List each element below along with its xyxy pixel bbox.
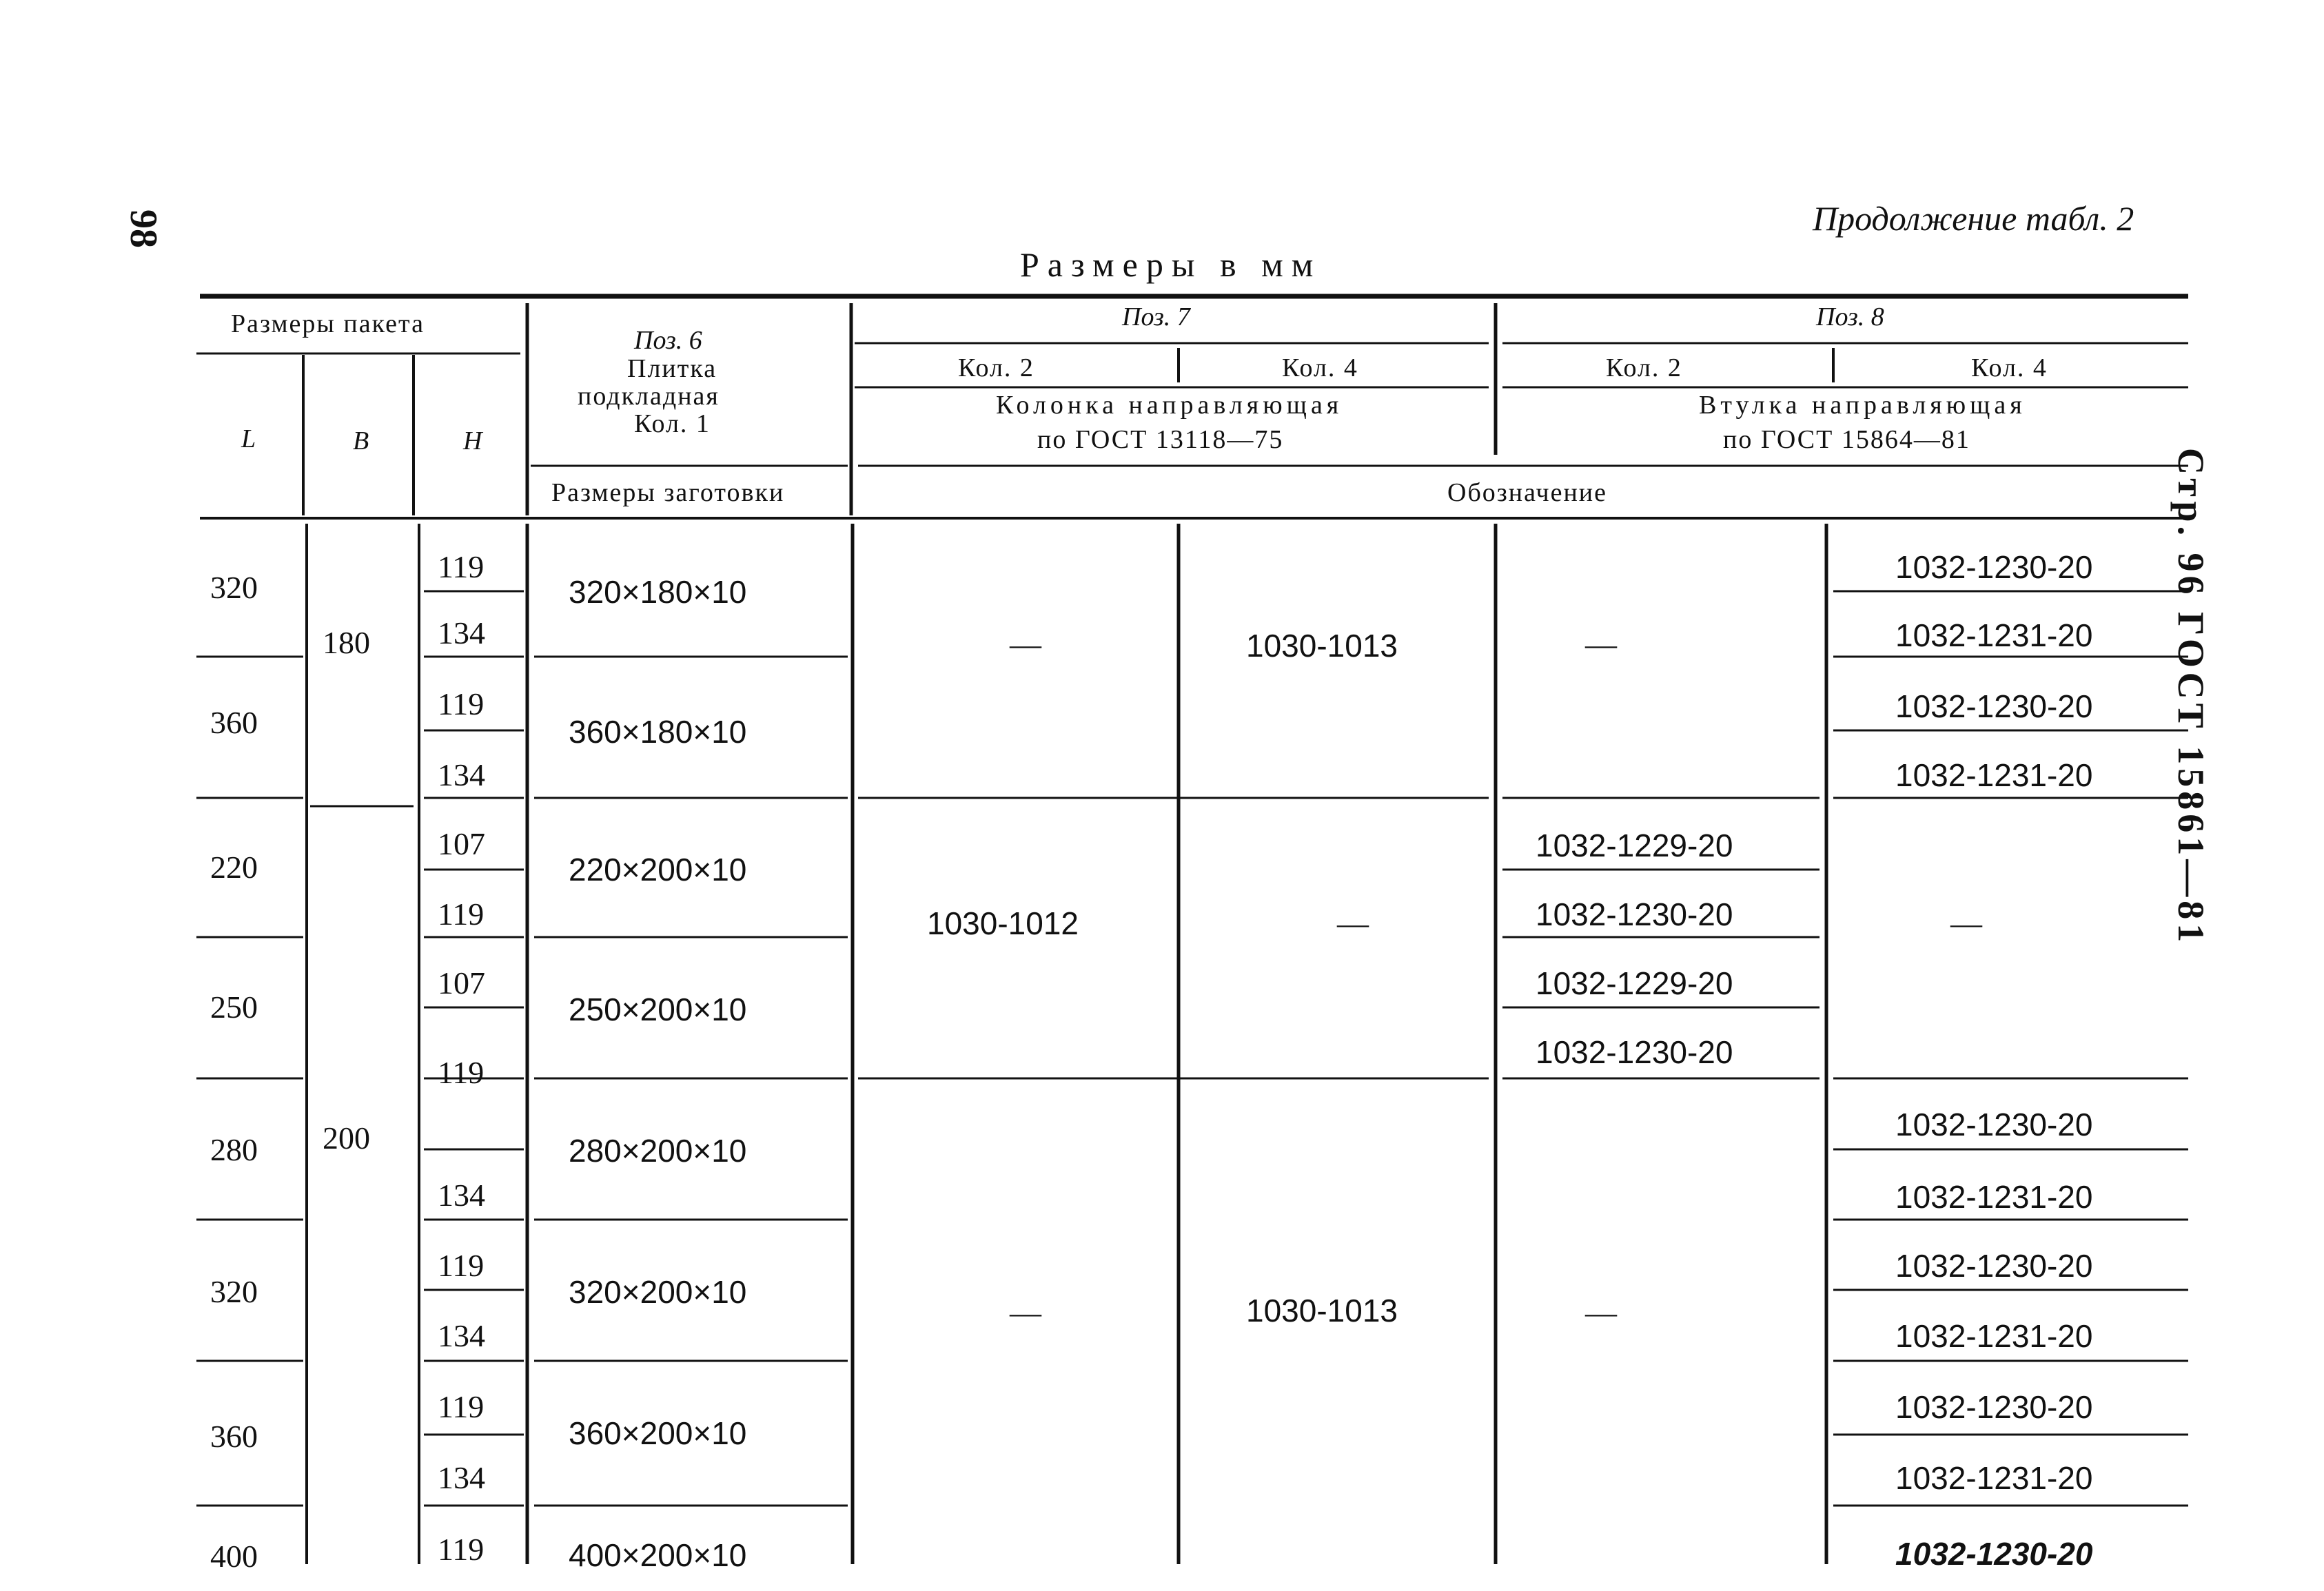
- cell-L: 360: [210, 1419, 258, 1454]
- cell-H: 134: [438, 1178, 485, 1213]
- header-pos7-title: Поз. 7: [1122, 302, 1190, 331]
- cell-H: 119: [438, 1532, 485, 1567]
- cell-pos8-col4: 1032-1231-20: [1895, 757, 2093, 793]
- header-col-L: L: [241, 424, 256, 453]
- cell-blank-size: 280×200×10: [569, 1133, 747, 1169]
- cell-pos7-col4: 1030-1013: [1246, 1293, 1398, 1328]
- cell-H: 119: [438, 1055, 485, 1090]
- cell-pos8-col4: 1032-1231-20: [1895, 1460, 2093, 1496]
- cell-H: 119: [438, 1248, 485, 1283]
- cell-L: 250: [210, 989, 258, 1025]
- header-pos7-col2: Кол. 2: [958, 353, 1034, 382]
- cell-pos8-col4: 1032-1230-20: [1895, 1536, 2093, 1572]
- header-pos6-line3: Кол. 1: [634, 409, 711, 438]
- cell-L: 220: [210, 850, 258, 885]
- cell-pos8-col4: 1032-1230-20: [1895, 1107, 2093, 1142]
- cell-H: 119: [438, 549, 485, 584]
- header-pos8-name1: Втулка направляющая: [1699, 391, 2026, 420]
- cell-pos8-col2: 1032-1230-20: [1536, 1034, 1733, 1070]
- header-pos8-col2: Кол. 2: [1606, 353, 1682, 382]
- cell-pos8-col4: 1032-1231-20: [1895, 617, 2093, 653]
- header-pos6-title: Поз. 6: [634, 326, 702, 355]
- cell-blank-size: 320×180×10: [569, 574, 747, 610]
- header-blank-sizes: Размеры заготовки: [551, 478, 785, 507]
- header-designation: Обозначение: [1447, 478, 1607, 507]
- header-pos6-line2: подкладная: [578, 382, 720, 411]
- page-number: 98: [122, 209, 165, 248]
- cell-H: 119: [438, 1389, 485, 1424]
- cell-pos7-col4: 1030-1013: [1246, 628, 1398, 664]
- cell-pos7-col2: 1030-1012: [927, 905, 1079, 941]
- cell-H: 107: [438, 965, 485, 1000]
- header-pos6-line1: Плитка: [627, 354, 717, 383]
- header-pos7-name1: Колонка направляющая: [996, 391, 1343, 420]
- cell-H: 107: [438, 826, 485, 861]
- cell-L: 280: [210, 1132, 258, 1167]
- cell-blank-size: 250×200×10: [569, 992, 747, 1027]
- cell-blank-size: 320×200×10: [569, 1274, 747, 1310]
- cell-H: 134: [438, 615, 485, 650]
- cell-B: 200: [323, 1120, 370, 1156]
- cell-H: 134: [438, 757, 485, 792]
- cell-blank-size: 220×200×10: [569, 852, 747, 887]
- header-col-B: B: [353, 427, 369, 455]
- cell-L: 320: [210, 570, 258, 605]
- cell-pos8-col2: —: [1585, 1295, 1617, 1330]
- side-standard-caption: Стр. 96 ГОСТ 15861—81: [2170, 448, 2212, 947]
- header-col-H: H: [463, 427, 482, 455]
- cell-L: 360: [210, 705, 258, 740]
- cell-pos7-col2: —: [1010, 626, 1041, 661]
- header-pos7-name2: по ГОСТ 13118—75: [1037, 425, 1284, 454]
- cell-pos7-col2: —: [1010, 1295, 1041, 1330]
- cell-H: 119: [438, 896, 485, 932]
- cell-pos8-col2: 1032-1230-20: [1536, 896, 1733, 932]
- cell-pos8-col4: 1032-1231-20: [1895, 1179, 2093, 1215]
- header-packet-sizes: Размеры пакета: [231, 309, 425, 338]
- cell-pos8-col4: 1032-1230-20: [1895, 688, 2093, 724]
- cell-pos8-col4: 1032-1231-20: [1895, 1318, 2093, 1354]
- cell-L: 400: [210, 1539, 258, 1574]
- cell-pos8-col4: 1032-1230-20: [1895, 1248, 2093, 1284]
- units-caption: Размеры в мм: [1020, 245, 1322, 284]
- cell-blank-size: 400×200×10: [569, 1537, 747, 1573]
- header-pos8-title: Поз. 8: [1816, 302, 1884, 331]
- cell-pos8-col2: —: [1585, 626, 1617, 661]
- cell-blank-size: 360×200×10: [569, 1415, 747, 1451]
- cell-pos8-col2: 1032-1229-20: [1536, 965, 1733, 1001]
- header-pos8-col4: Кол. 4: [1971, 353, 2048, 382]
- cell-blank-size: 360×180×10: [569, 714, 747, 750]
- cell-pos7-col4: —: [1337, 905, 1369, 941]
- cell-pos8-col2: 1032-1229-20: [1536, 828, 1733, 863]
- header-pos7-col4: Кол. 4: [1282, 353, 1358, 382]
- cell-pos8-col4: 1032-1230-20: [1895, 549, 2093, 585]
- cell-pos8-col4: —: [1950, 905, 1982, 941]
- cell-pos8-col4: 1032-1230-20: [1895, 1389, 2093, 1425]
- cell-H: 134: [438, 1318, 485, 1353]
- cell-L: 320: [210, 1274, 258, 1309]
- header-pos8-name2: по ГОСТ 15864—81: [1723, 425, 1970, 454]
- table-continuation-caption: Продолжение табл. 2: [1813, 199, 2134, 238]
- cell-B: 180: [323, 625, 370, 660]
- cell-H: 134: [438, 1460, 485, 1495]
- cell-H: 119: [438, 686, 485, 721]
